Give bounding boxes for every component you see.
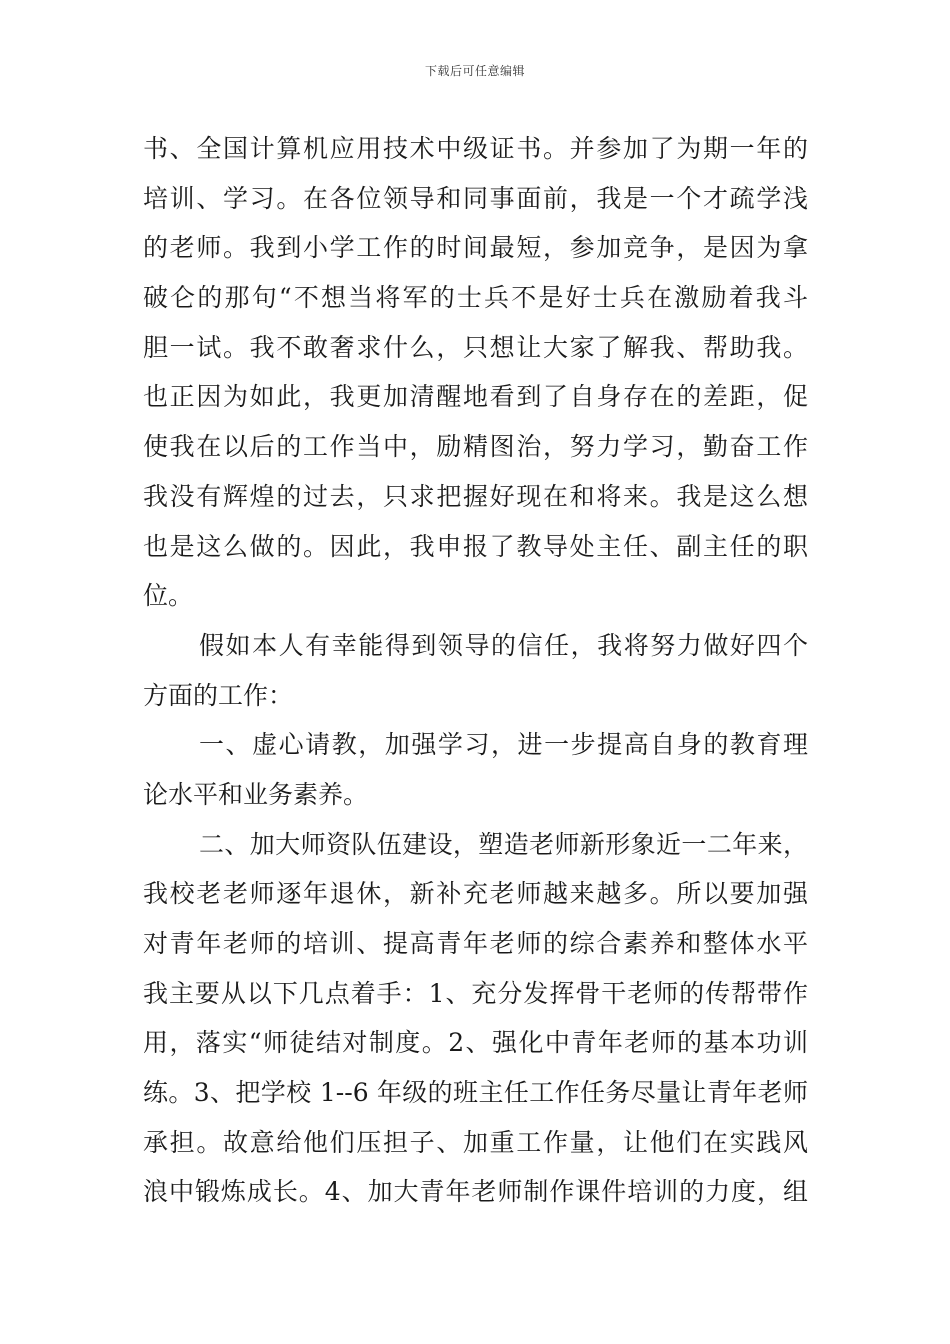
- text-line: 方面的工作：: [143, 680, 294, 710]
- text-line: 的老师。我到小学工作的时间最短，参加竞争，是因为拿: [143, 233, 808, 263]
- text-line: 位。: [143, 581, 194, 611]
- text-line: 我主要从以下几点着手：1、充分发挥骨干老师的传帮带作: [143, 978, 808, 1008]
- text-line: 练。3、把学校 1--6 年级的班主任工作任务尽量让青年老师: [143, 1078, 808, 1108]
- text-line: 我没有辉煌的过去，只求把握好现在和将来。我是这么想: [143, 481, 808, 511]
- page-header: 下载后可任意编辑: [424, 64, 525, 78]
- text-line: 破仑的那句“不想当将军的士兵不是好士兵在激励着我斗: [143, 283, 808, 313]
- text-line: 也正因为如此，我更加清醒地看到了自身存在的差距，促: [143, 382, 808, 412]
- text-line: 二、加大师资队伍建设，塑造老师新形象近一二年来，: [199, 829, 808, 859]
- text-line: 用，落实“师徒结对制度。2、强化中青年老师的基本功训: [143, 1028, 808, 1058]
- text-line: 胆一试。我不敢奢求什么，只想让大家了解我、帮助我。: [143, 332, 808, 362]
- text-line: 培训、学习。在各位领导和同事面前，我是一个才疏学浅: [143, 183, 808, 213]
- text-line: 承担。故意给他们压担子、加重工作量，让他们在实践风: [143, 1127, 808, 1157]
- text-line: 浪中锻炼成长。4、加大青年老师制作课件培训的力度，组: [143, 1177, 808, 1207]
- text-line: 使我在以后的工作当中，励精图治，努力学习，勤奋工作: [143, 432, 808, 462]
- text-line: 书、全国计算机应用技术中级证书。并参加了为期一年的: [143, 134, 808, 163]
- text-line: 假如本人有幸能得到领导的信任，我将努力做好四个: [199, 630, 808, 660]
- document-body: [143, 124, 808, 1217]
- text-line: 一、虚心请教，加强学习，进一步提高自身的教育理: [199, 730, 808, 760]
- text-line: 也是这么做的。因此，我申报了教导处主任、副主任的职: [143, 531, 808, 561]
- text-line: 论水平和业务素养。: [143, 779, 369, 809]
- text-line: 对青年老师的培训、提高青年老师的综合素养和整体水平: [143, 929, 808, 958]
- text-line: 我校老老师逐年退休，新补充老师越来越多。所以要加强: [143, 879, 808, 909]
